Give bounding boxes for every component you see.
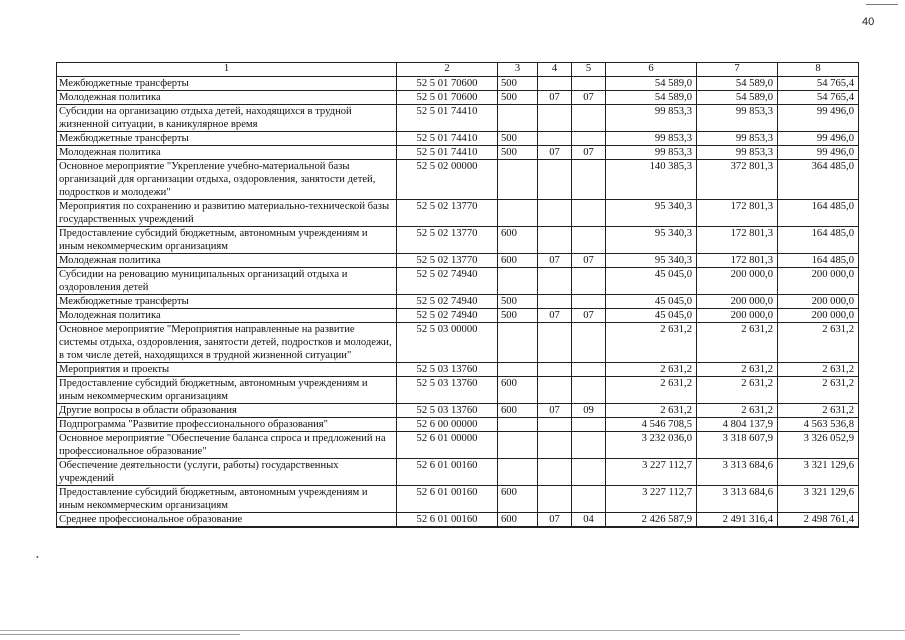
row-subsection-cell: 07 <box>572 309 606 323</box>
row-name-cell: Предоставление субсидий бюджетным, автономным учреждениям и иным некоммерческим организациям <box>57 486 397 513</box>
row-subsection-cell <box>572 105 606 132</box>
row-amount-year3-cell: 99 496,0 <box>778 105 859 132</box>
row-target-code-cell: 52 5 01 70600 <box>397 77 498 91</box>
row-expense-type-cell <box>498 363 538 377</box>
top-edge-rule <box>866 4 898 5</box>
row-section-cell <box>538 295 572 309</box>
row-expense-type-cell <box>498 323 538 363</box>
row-subsection-cell <box>572 77 606 91</box>
row-amount-year2-cell: 4 804 137,9 <box>697 418 778 432</box>
row-amount-year1-cell: 2 426 587,9 <box>606 513 697 528</box>
row-target-code-cell: 52 5 02 00000 <box>397 160 498 200</box>
table-row <box>57 432 859 459</box>
row-subsection-cell <box>572 486 606 513</box>
row-expense-type-cell: 500 <box>498 77 538 91</box>
row-amount-year2-cell: 99 853,3 <box>697 132 778 146</box>
row-amount-year2-cell: 2 631,2 <box>697 323 778 363</box>
row-subsection-cell <box>572 323 606 363</box>
row-amount-year2-cell: 172 801,3 <box>697 200 778 227</box>
row-amount-year1-cell: 3 227 112,7 <box>606 486 697 513</box>
row-target-code-cell: 52 5 02 13770 <box>397 227 498 254</box>
row-amount-year3-cell: 2 631,2 <box>778 363 859 377</box>
row-section-cell <box>538 105 572 132</box>
row-amount-year1-cell: 95 340,3 <box>606 227 697 254</box>
row-amount-year1-cell: 54 589,0 <box>606 77 697 91</box>
row-expense-type-cell: 600 <box>498 404 538 418</box>
row-amount-year2-cell: 372 801,3 <box>697 160 778 200</box>
row-name-cell: Среднее профессиональное образование <box>57 513 397 528</box>
row-subsection-cell <box>572 295 606 309</box>
row-name-cell: Межбюджетные трансферты <box>57 295 397 309</box>
row-subsection-cell <box>572 363 606 377</box>
row-amount-year1-cell: 99 853,3 <box>606 146 697 160</box>
table-row <box>57 132 859 146</box>
row-target-code-cell: 52 5 01 74410 <box>397 146 498 160</box>
row-section-cell <box>538 132 572 146</box>
row-target-code-cell: 52 6 00 00000 <box>397 418 498 432</box>
row-section-cell <box>538 486 572 513</box>
row-subsection-cell <box>572 160 606 200</box>
row-amount-year3-cell: 164 485,0 <box>778 227 859 254</box>
table-row <box>57 295 859 309</box>
row-amount-year3-cell: 2 498 761,4 <box>778 513 859 528</box>
row-target-code-cell: 52 5 02 13770 <box>397 254 498 268</box>
row-amount-year2-cell: 200 000,0 <box>697 295 778 309</box>
row-target-code-cell: 52 5 03 13760 <box>397 377 498 404</box>
table-header-row <box>57 63 859 77</box>
row-amount-year3-cell: 54 765,4 <box>778 77 859 91</box>
row-expense-type-cell <box>498 432 538 459</box>
bottom-edge-rule-short <box>0 634 240 635</box>
row-amount-year1-cell: 45 045,0 <box>606 295 697 309</box>
row-expense-type-cell <box>498 459 538 486</box>
row-amount-year1-cell: 3 227 112,7 <box>606 459 697 486</box>
table-row <box>57 268 859 295</box>
bottom-edge-rule <box>0 630 905 631</box>
row-amount-year3-cell: 200 000,0 <box>778 295 859 309</box>
row-amount-year1-cell: 95 340,3 <box>606 254 697 268</box>
row-section-cell <box>538 432 572 459</box>
row-amount-year1-cell: 140 385,3 <box>606 160 697 200</box>
row-expense-type-cell: 500 <box>498 146 538 160</box>
column-header: 7 <box>697 63 778 77</box>
row-target-code-cell: 52 5 01 74410 <box>397 132 498 146</box>
row-amount-year3-cell: 4 563 536,8 <box>778 418 859 432</box>
row-subsection-cell <box>572 200 606 227</box>
row-amount-year2-cell: 2 631,2 <box>697 404 778 418</box>
row-section-cell: 07 <box>538 309 572 323</box>
table-row <box>57 418 859 432</box>
row-amount-year1-cell: 2 631,2 <box>606 404 697 418</box>
row-amount-year3-cell: 364 485,0 <box>778 160 859 200</box>
row-target-code-cell: 52 5 03 13760 <box>397 404 498 418</box>
row-amount-year3-cell: 3 321 129,6 <box>778 486 859 513</box>
row-expense-type-cell: 600 <box>498 377 538 404</box>
row-section-cell <box>538 77 572 91</box>
row-target-code-cell: 52 6 01 00160 <box>397 459 498 486</box>
row-subsection-cell <box>572 227 606 254</box>
row-expense-type-cell <box>498 160 538 200</box>
column-header: 3 <box>498 63 538 77</box>
row-amount-year3-cell: 2 631,2 <box>778 323 859 363</box>
row-subsection-cell: 07 <box>572 146 606 160</box>
row-name-cell: Молодежная политика <box>57 146 397 160</box>
row-target-code-cell: 52 5 01 70600 <box>397 91 498 105</box>
row-section-cell <box>538 377 572 404</box>
row-expense-type-cell: 500 <box>498 295 538 309</box>
row-amount-year2-cell: 200 000,0 <box>697 268 778 295</box>
row-expense-type-cell <box>498 200 538 227</box>
row-name-cell: Предоставление субсидий бюджетным, автономным учреждениям и иным некоммерческим организациям <box>57 377 397 404</box>
row-amount-year1-cell: 99 853,3 <box>606 105 697 132</box>
row-name-cell: Подпрограмма "Развитие профессионального образования" <box>57 418 397 432</box>
row-amount-year2-cell: 2 631,2 <box>697 363 778 377</box>
row-section-cell: 07 <box>538 146 572 160</box>
row-amount-year1-cell: 54 589,0 <box>606 91 697 105</box>
row-amount-year1-cell: 45 045,0 <box>606 268 697 295</box>
table-row <box>57 309 859 323</box>
column-header: 8 <box>778 63 859 77</box>
table-row <box>57 146 859 160</box>
row-amount-year3-cell: 2 631,2 <box>778 404 859 418</box>
row-target-code-cell: 52 6 01 00000 <box>397 432 498 459</box>
row-section-cell <box>538 227 572 254</box>
row-expense-type-cell <box>498 418 538 432</box>
row-amount-year3-cell: 200 000,0 <box>778 309 859 323</box>
row-amount-year1-cell: 3 232 036,0 <box>606 432 697 459</box>
table-row <box>57 486 859 513</box>
column-header: 2 <box>397 63 498 77</box>
table-row <box>57 160 859 200</box>
row-expense-type-cell <box>498 268 538 295</box>
row-amount-year3-cell: 200 000,0 <box>778 268 859 295</box>
row-amount-year3-cell: 164 485,0 <box>778 254 859 268</box>
row-amount-year2-cell: 3 313 684,6 <box>697 459 778 486</box>
table-row <box>57 377 859 404</box>
table-row <box>57 513 859 528</box>
table-row <box>57 363 859 377</box>
row-subsection-cell <box>572 432 606 459</box>
row-amount-year3-cell: 2 631,2 <box>778 377 859 404</box>
row-amount-year2-cell: 99 853,3 <box>697 146 778 160</box>
row-amount-year2-cell: 3 313 684,6 <box>697 486 778 513</box>
row-target-code-cell: 52 5 02 13770 <box>397 200 498 227</box>
row-section-cell <box>538 459 572 486</box>
table-row <box>57 459 859 486</box>
table-row <box>57 77 859 91</box>
row-target-code-cell: 52 5 01 74410 <box>397 105 498 132</box>
row-subsection-cell <box>572 268 606 295</box>
row-amount-year2-cell: 3 318 607,9 <box>697 432 778 459</box>
row-subsection-cell <box>572 132 606 146</box>
table-row <box>57 200 859 227</box>
row-section-cell: 07 <box>538 91 572 105</box>
row-name-cell: Основное мероприятие "Мероприятия направленные на развитие системы отдыха, оздоровления, занятости детей, подростков и молодежи, в том числе детей, находящихся в трудной жизненной ситуации" <box>57 323 397 363</box>
row-expense-type-cell: 600 <box>498 486 538 513</box>
row-name-cell: Основное мероприятие "Обеспечение баланса спроса и предложений на профессиональное образование" <box>57 432 397 459</box>
row-expense-type-cell: 500 <box>498 91 538 105</box>
row-target-code-cell: 52 6 01 00160 <box>397 513 498 528</box>
column-header: 4 <box>538 63 572 77</box>
row-subsection-cell <box>572 377 606 404</box>
scan-artifact-dot: • <box>36 553 39 562</box>
row-target-code-cell: 52 5 03 00000 <box>397 323 498 363</box>
row-name-cell: Обеспечение деятельности (услуги, работы) государственных учреждений <box>57 459 397 486</box>
column-header: 6 <box>606 63 697 77</box>
row-amount-year1-cell: 2 631,2 <box>606 323 697 363</box>
row-amount-year2-cell: 54 589,0 <box>697 91 778 105</box>
row-amount-year2-cell: 99 853,3 <box>697 105 778 132</box>
row-amount-year2-cell: 2 491 316,4 <box>697 513 778 528</box>
row-section-cell <box>538 200 572 227</box>
row-expense-type-cell: 600 <box>498 513 538 528</box>
row-amount-year3-cell: 3 321 129,6 <box>778 459 859 486</box>
row-section-cell: 07 <box>538 404 572 418</box>
row-subsection-cell <box>572 418 606 432</box>
row-amount-year3-cell: 3 326 052,9 <box>778 432 859 459</box>
page-number: 40 <box>862 16 875 28</box>
row-name-cell: Мероприятия по сохранению и развитию материально-технической базы государственных учреждений <box>57 200 397 227</box>
row-section-cell <box>538 363 572 377</box>
row-name-cell: Молодежная политика <box>57 91 397 105</box>
row-amount-year3-cell: 54 765,4 <box>778 91 859 105</box>
table-row <box>57 105 859 132</box>
row-name-cell: Межбюджетные трансферты <box>57 132 397 146</box>
row-amount-year2-cell: 172 801,3 <box>697 227 778 254</box>
row-target-code-cell: 52 5 02 74940 <box>397 268 498 295</box>
table-row <box>57 323 859 363</box>
row-amount-year1-cell: 4 546 708,5 <box>606 418 697 432</box>
row-subsection-cell: 09 <box>572 404 606 418</box>
row-section-cell <box>538 323 572 363</box>
row-section-cell <box>538 160 572 200</box>
row-name-cell: Молодежная политика <box>57 309 397 323</box>
row-amount-year2-cell: 54 589,0 <box>697 77 778 91</box>
row-name-cell: Мероприятия и проекты <box>57 363 397 377</box>
budget-table <box>56 62 859 528</box>
row-name-cell: Молодежная политика <box>57 254 397 268</box>
row-name-cell: Субсидии на реновацию муниципальных организаций отдыха и оздоровления детей <box>57 268 397 295</box>
row-amount-year1-cell: 2 631,2 <box>606 377 697 404</box>
row-name-cell: Основное мероприятие "Укрепление учебно-материальной базы организаций для организации отдыха, оздоровления, занятости детей, подростков и молодежи" <box>57 160 397 200</box>
row-section-cell <box>538 418 572 432</box>
row-expense-type-cell: 500 <box>498 309 538 323</box>
row-name-cell: Межбюджетные трансферты <box>57 77 397 91</box>
row-name-cell: Другие вопросы в области образования <box>57 404 397 418</box>
row-subsection-cell: 07 <box>572 91 606 105</box>
table-row <box>57 91 859 105</box>
row-expense-type-cell: 500 <box>498 132 538 146</box>
row-amount-year1-cell: 2 631,2 <box>606 363 697 377</box>
row-section-cell: 07 <box>538 513 572 528</box>
row-section-cell <box>538 268 572 295</box>
row-amount-year2-cell: 200 000,0 <box>697 309 778 323</box>
row-subsection-cell: 04 <box>572 513 606 528</box>
row-expense-type-cell: 600 <box>498 254 538 268</box>
table-row <box>57 227 859 254</box>
row-amount-year2-cell: 172 801,3 <box>697 254 778 268</box>
row-name-cell: Предоставление субсидий бюджетным, автономным учреждениям и иным некоммерческим организациям <box>57 227 397 254</box>
row-amount-year2-cell: 2 631,2 <box>697 377 778 404</box>
row-subsection-cell: 07 <box>572 254 606 268</box>
table-row <box>57 254 859 268</box>
row-amount-year1-cell: 45 045,0 <box>606 309 697 323</box>
row-amount-year3-cell: 164 485,0 <box>778 200 859 227</box>
column-header: 5 <box>572 63 606 77</box>
row-amount-year1-cell: 99 853,3 <box>606 132 697 146</box>
row-expense-type-cell <box>498 105 538 132</box>
row-amount-year3-cell: 99 496,0 <box>778 146 859 160</box>
row-target-code-cell: 52 5 02 74940 <box>397 295 498 309</box>
row-target-code-cell: 52 5 03 13760 <box>397 363 498 377</box>
row-expense-type-cell: 600 <box>498 227 538 254</box>
row-section-cell: 07 <box>538 254 572 268</box>
row-subsection-cell <box>572 459 606 486</box>
row-amount-year1-cell: 95 340,3 <box>606 200 697 227</box>
row-target-code-cell: 52 6 01 00160 <box>397 486 498 513</box>
column-header: 1 <box>57 63 397 77</box>
row-target-code-cell: 52 5 02 74940 <box>397 309 498 323</box>
table-row <box>57 404 859 418</box>
row-amount-year3-cell: 99 496,0 <box>778 132 859 146</box>
row-name-cell: Субсидии на организацию отдыха детей, находящихся в трудной жизненной ситуации, в каникулярное время <box>57 105 397 132</box>
